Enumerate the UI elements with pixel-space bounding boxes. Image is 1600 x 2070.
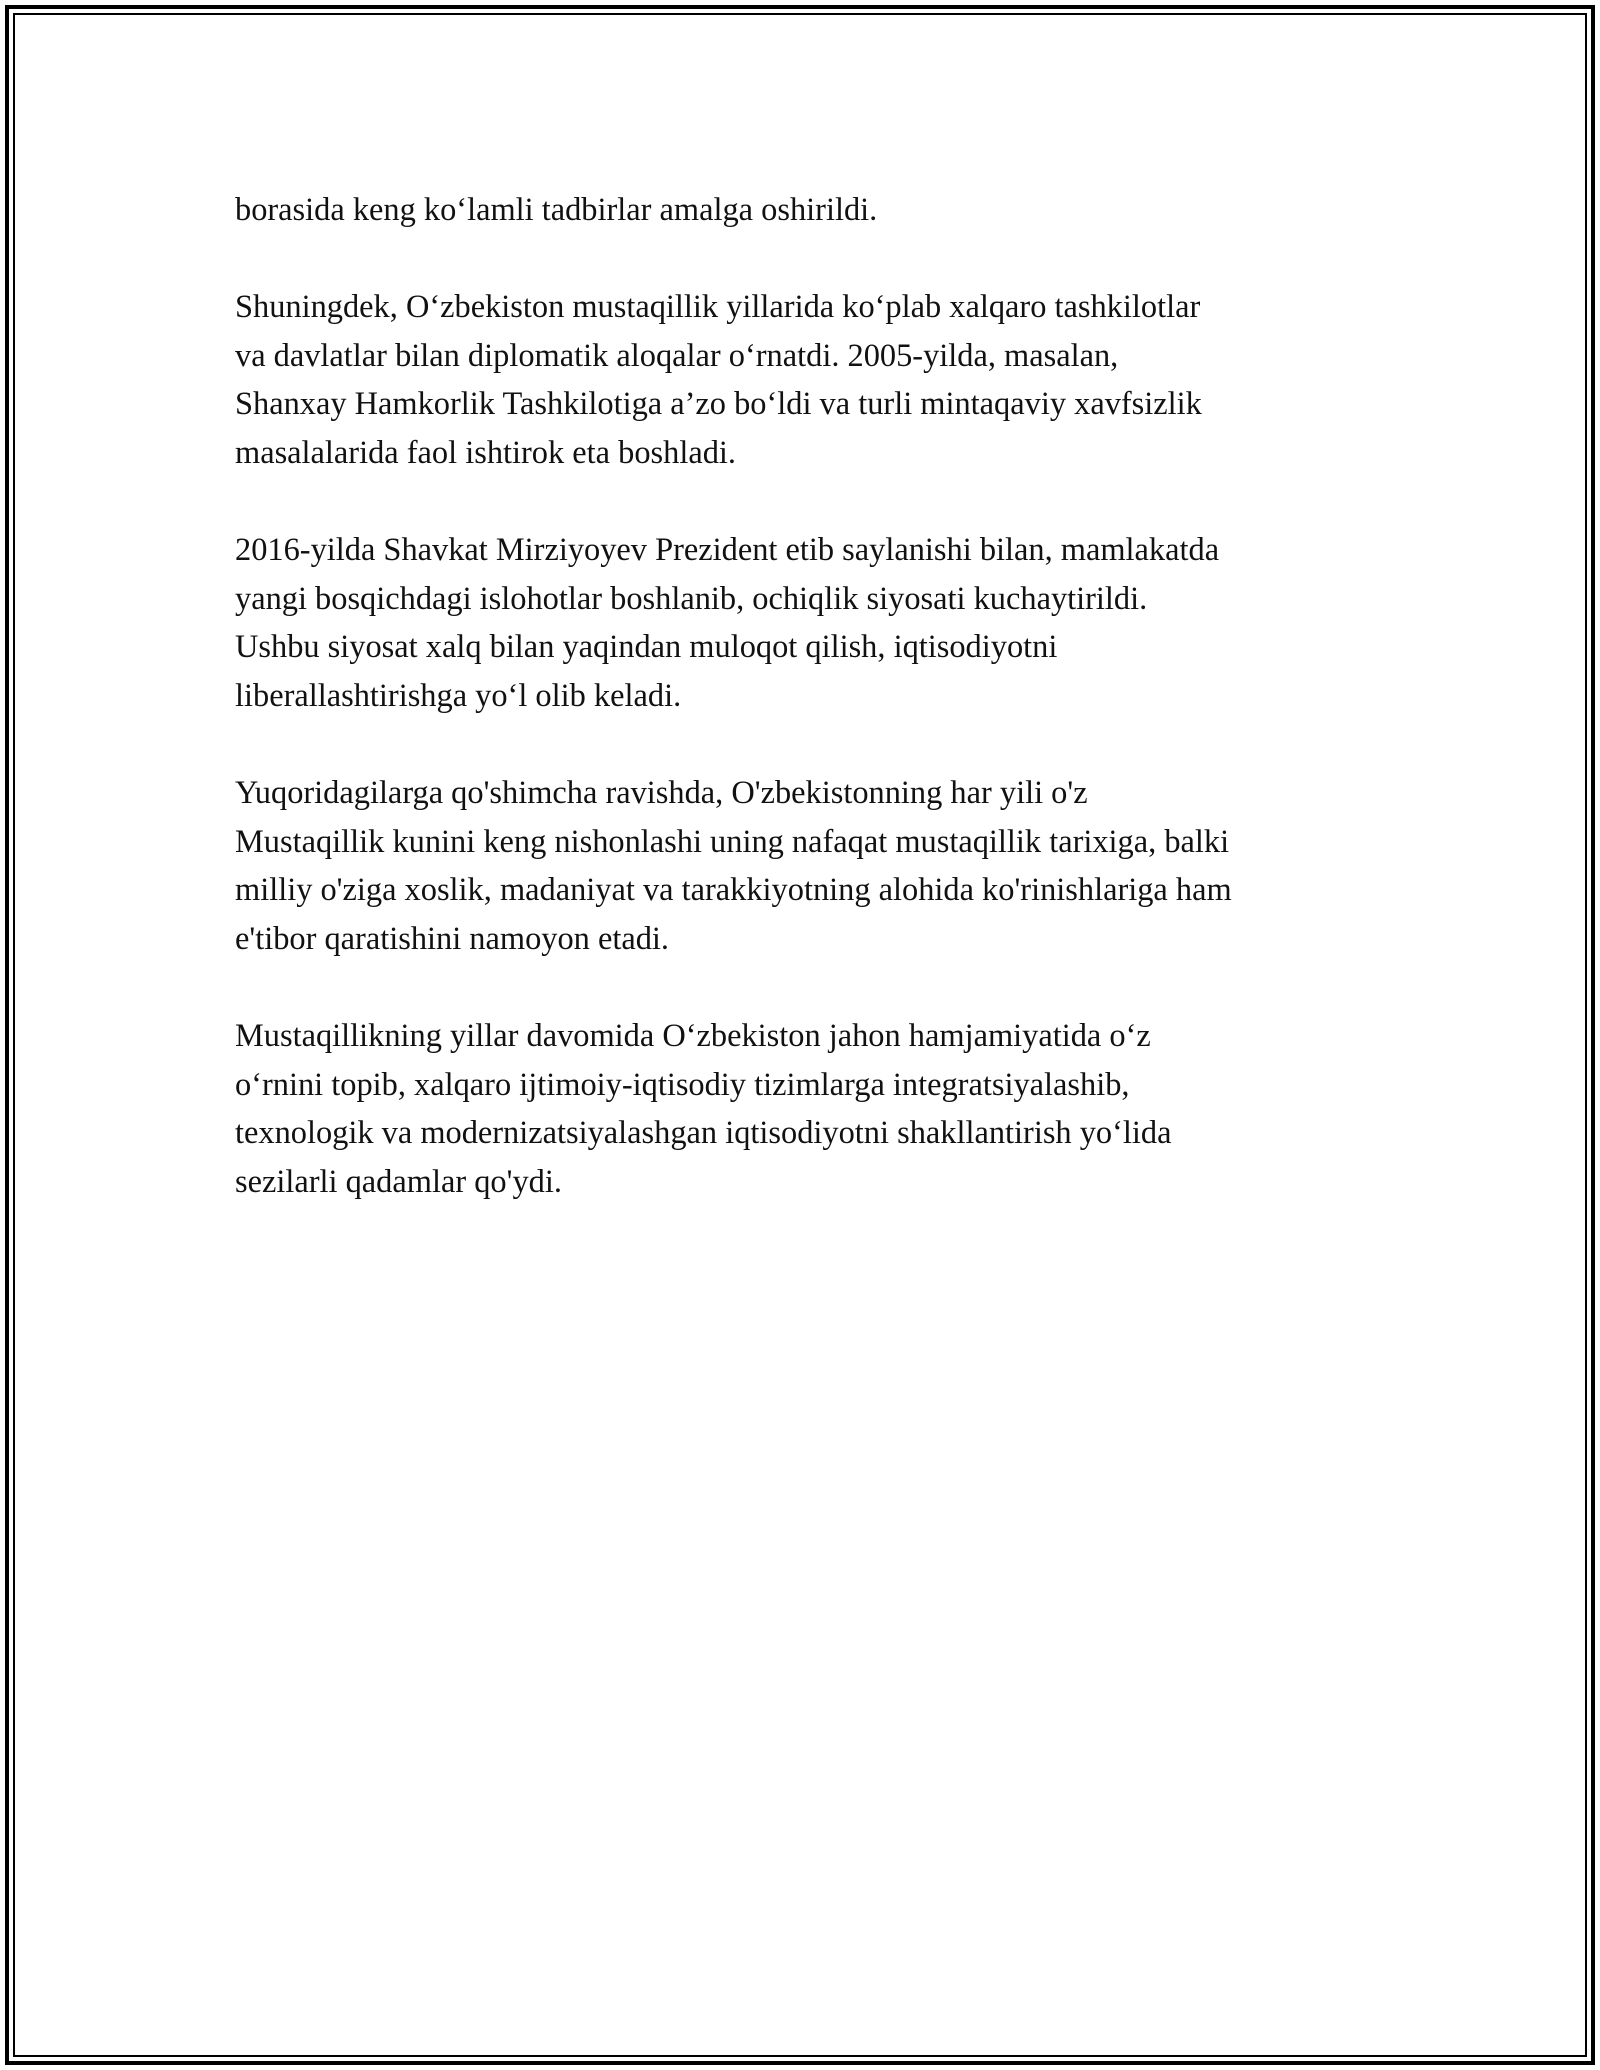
paragraph-4 [235, 769, 1375, 963]
text-line: sezilarli qadamlar qo'ydi. [235, 1163, 562, 1200]
text-line: Shuningdek, O‘zbekiston mustaqillik yillarida ko‘plab xalqaro tashkilotlar [235, 289, 1201, 326]
text-line: Ushbu siyosat xalq bilan yaqindan muloqot qilish, iqtisodiyotni [235, 629, 1058, 666]
paragraph-5 [235, 1012, 1375, 1206]
text-line: Shanxay Hamkorlik Tashkilotiga a’zo bo‘ldi va turli mintaqaviy xavfsizlik [235, 386, 1202, 423]
paragraph-1 [235, 186, 1375, 235]
text-line: Yuqoridagilarga qo'shimcha ravishda, O'zbekistonning har yili o'z [235, 775, 1088, 812]
text-line: Mustaqillik kunini keng nishonlashi uning nafaqat mustaqillik tarixiga, balki [235, 823, 1230, 860]
paragraph-2 [235, 283, 1375, 477]
text-line: borasida keng ko‘lamli tadbirlar amalga oshirildi. [235, 192, 878, 228]
text-line: Mustaqillikning yillar davomida O‘zbekiston jahon hamjamiyatida o‘z [235, 1018, 1151, 1055]
text-line: e'tibor qaratishini namoyon etadi. [235, 920, 669, 957]
text-line: texnologik va modernizatsiyalashgan iqtisodiyotni shakllantirish yo‘lida [235, 1115, 1172, 1152]
text-line: liberallashtirishga yo‘l olib keladi. [235, 677, 682, 714]
text-line: masalalarida faol ishtirok eta boshladi. [235, 434, 736, 471]
paragraph-3 [235, 526, 1375, 720]
text-line: 2016-yilda Shavkat Mirziyoyev Prezident etib saylanishi bilan, mamlakatda [235, 532, 1220, 569]
text-line: o‘rnini topib, xalqaro ijtimoiy-iqtisodiy tizimlarga integratsiyalashib, [235, 1066, 1130, 1103]
document-body [235, 186, 1375, 1255]
text-line: milliy o'ziga xoslik, madaniyat va tarakkiyotning alohida ko'rinishlariga ham [235, 872, 1232, 909]
text-line: yangi bosqichdagi islohotlar boshlanib, ochiqlik siyosati kuchaytirildi. [235, 580, 1148, 617]
text-line: va davlatlar bilan diplomatik aloqalar o‘rnatdi. 2005-yilda, masalan, [235, 337, 1119, 374]
